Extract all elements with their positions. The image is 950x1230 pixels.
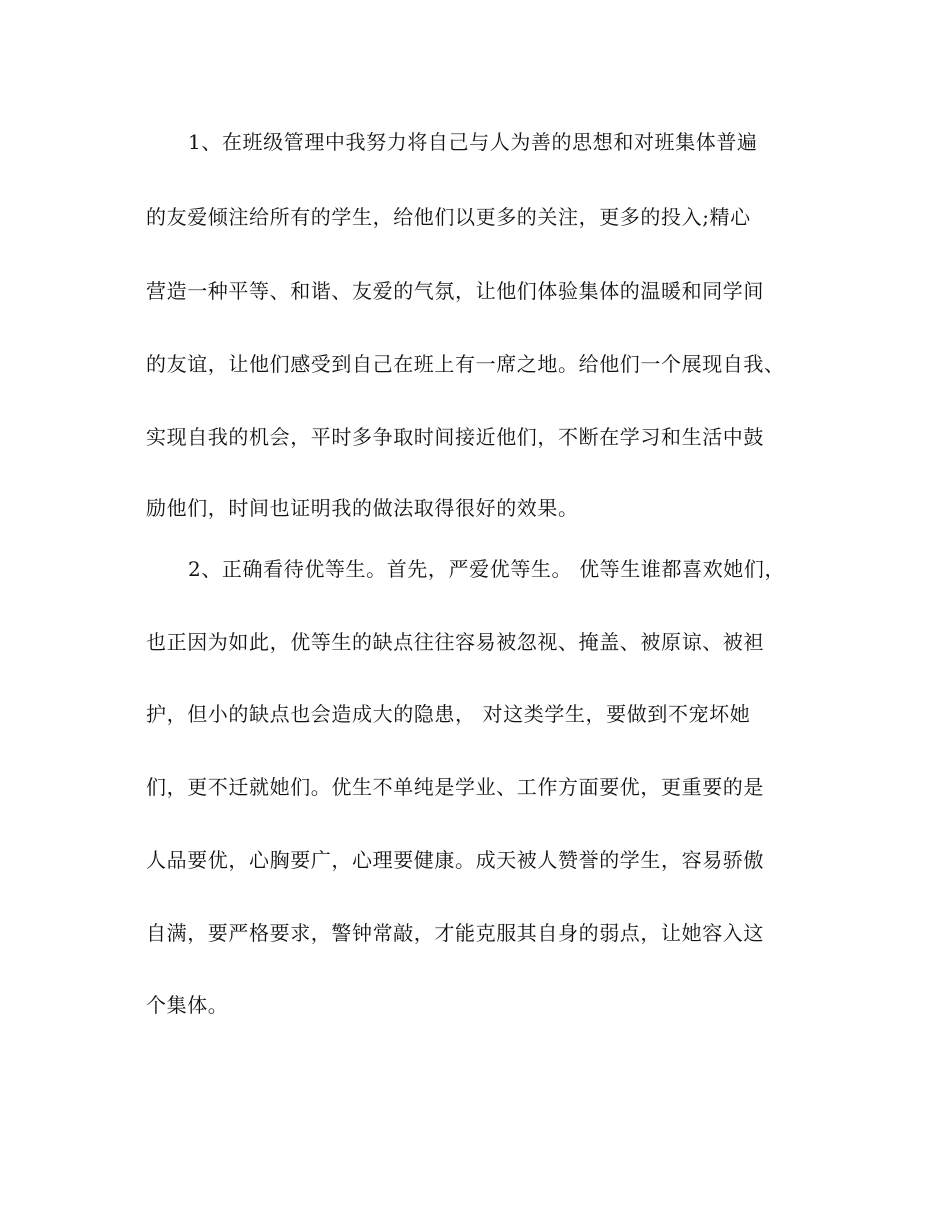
paragraph-1-line-5: 实现自我的机会，平时多争取时间接近他们，不断在学习和生活中鼓 — [146, 425, 764, 449]
paragraph-2-line-1: 2、正确看待优等生。首先，严爱优等生。 优等生谁都喜欢她们， — [188, 557, 786, 581]
paragraph-2-line-6: 自满，要严格要求，警钟常敲，才能克服其自身的弱点，让她容入这 — [146, 921, 764, 945]
paragraph-2-line-7: 个集体。 — [146, 993, 229, 1017]
paragraph-2-line-3: 护，但小的缺点也会造成大的隐患， 对这类学生，要做到不宠坏她 — [146, 702, 751, 726]
paragraph-1-line-2: 的友爱倾注给所有的学生，给他们以更多的关注，更多的投入;精心 — [146, 205, 751, 229]
paragraph-1-line-4: 的友谊，让他们感受到自己在班上有一席之地。给他们一个展现自我、 — [146, 352, 785, 376]
paragraph-1-line-6: 励他们，时间也证明我的做法取得很好的效果。 — [146, 496, 579, 520]
paragraph-2-line-5: 人品要优，心胸要广，心理要健康。成天被人赞誉的学生，容易骄傲 — [146, 848, 764, 872]
paragraph-1-line-3: 营造一种平等、和谐、友爱的气氛，让他们体验集体的温暖和同学间 — [146, 279, 764, 303]
paragraph-2-line-2: 也正因为如此，优等生的缺点往往容易被忽视、掩盖、被原谅、被袒 — [146, 630, 764, 654]
paragraph-1-line-1: 1、在班级管理中我努力将自己与人为善的思想和对班集体普遍 — [188, 130, 758, 154]
paragraph-2-line-4: 们，更不迁就她们。优生不单纯是学业、工作方面要优，更重要的是 — [146, 775, 764, 799]
